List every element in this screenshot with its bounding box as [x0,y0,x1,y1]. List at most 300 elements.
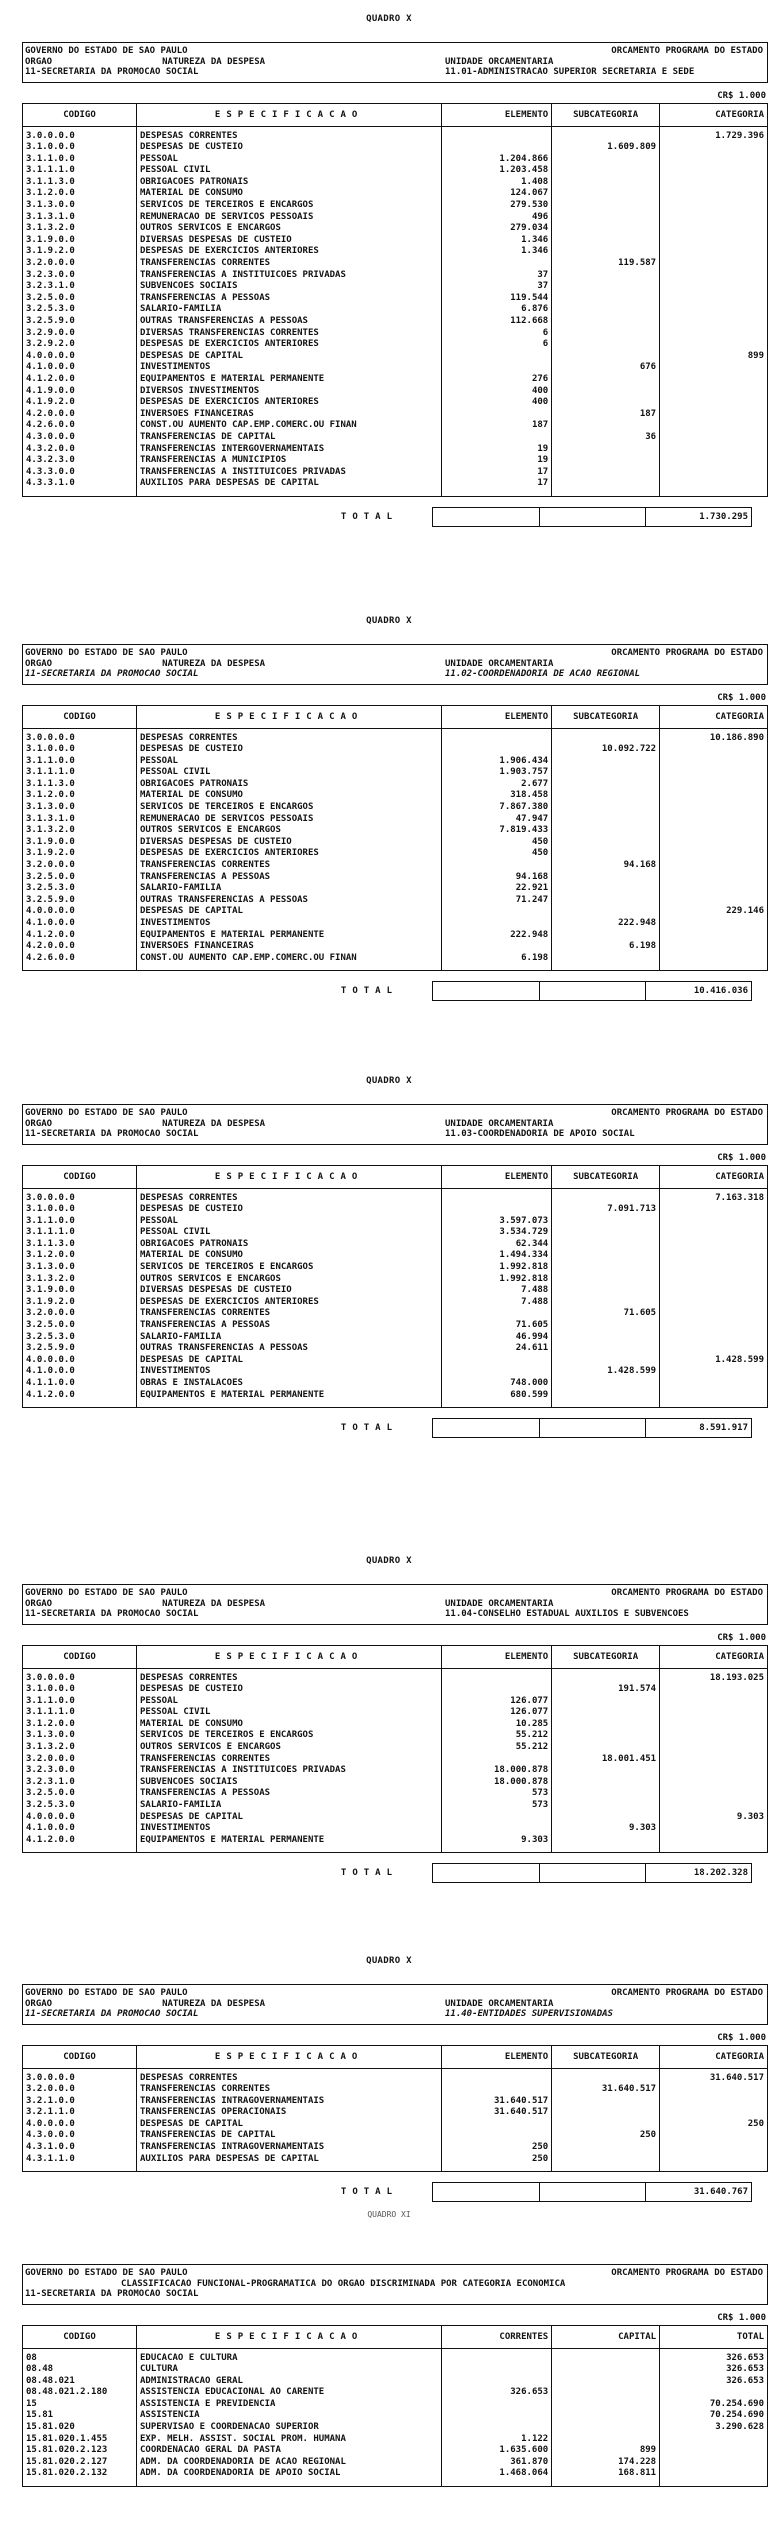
cell-col5: 7.163.318 [660,1188,768,1204]
cell-col5 [660,2387,768,2399]
cell-col5 [660,756,768,768]
table-row [23,767,768,779]
cell-col4 [552,2434,660,2446]
cell-especificacao: DESPESAS DE EXERCICIOS ANTERIORES [136,1297,441,1309]
cell-col3: 9.303 [442,1835,552,1853]
cell-especificacao: TRANSFERENCIAS CORRENTES [136,2084,441,2096]
cell-codigo: 4.3.2.0.0 [23,444,137,456]
table-row [23,941,768,953]
cell-especificacao: OUTROS SERVICOS E ENCARGOS [136,825,441,837]
cell-especificacao: OBRIGACOES PATRONAIS [136,177,441,189]
quadro-11-04 [0,1556,778,1883]
cell-col4 [552,374,660,386]
cell-especificacao: TRANSFERENCIAS A INSTITUICOES PRIVADAS [136,270,441,282]
expense-table [22,103,768,497]
cell-col4 [552,2068,660,2084]
cell-codigo: 3.1.9.2.0 [23,1297,137,1309]
cell-col3: 496 [442,212,552,224]
col-codigo: CODIGO [23,2045,137,2068]
cell-codigo: 3.2.0.0.0 [23,860,137,872]
total-label: TOTAL [340,1868,398,1879]
cell-especificacao: CULTURA [136,2364,441,2376]
cell-col3: 124.067 [442,188,552,200]
cell-col3 [442,1188,552,1204]
table-row [23,1696,768,1708]
cell-codigo: 3.1.9.2.0 [23,246,137,258]
cell-col5 [660,1308,768,1320]
cell-col4 [552,1800,660,1812]
table-row [23,930,768,942]
cell-col4 [552,316,660,328]
table-row [23,1378,768,1390]
cell-especificacao: TRANSFERENCIAS INTRAGOVERNAMENTAIS [136,2096,441,2108]
cell-col4 [552,1274,660,1286]
cell-col4 [552,953,660,971]
orgao-label: ORGAO [25,56,53,67]
cell-col3 [442,432,552,444]
table-row [23,281,768,293]
cell-especificacao: DESPESAS DE CAPITAL [136,906,441,918]
cell-col3 [442,941,552,953]
cell-col3 [442,1308,552,1320]
cell-especificacao: PESSOAL CIVIL [136,1707,441,1719]
cell-col3: 1.468.064 [442,2468,552,2486]
orgao-label: ORGAO [25,1118,53,1129]
cell-codigo: 4.1.0.0.0 [23,1366,137,1378]
table-row [23,420,768,432]
table-row [23,906,768,918]
cell-col5 [660,1823,768,1835]
cell-col4 [552,235,660,247]
cell-col4 [552,455,660,467]
cell-col5: 899 [660,351,768,363]
total-categoria: 18.202.328 [646,1863,752,1883]
table-row [23,1297,768,1309]
cell-especificacao: SALARIO-FAMILIA [136,1332,441,1344]
cell-col3 [442,1684,552,1696]
total-label: TOTAL [340,986,398,997]
cell-col5 [660,478,768,496]
unidade-value: 11.02-COORDENADORIA DE ACAO REGIONAL [445,669,641,679]
cell-col3: 62.344 [442,1239,552,1251]
cell-codigo: 4.1.9.0.0 [23,386,137,398]
cell-especificacao: DIVERSAS DESPESAS DE CUSTEIO [136,235,441,247]
col-capital: CAPITAL [552,2325,660,2348]
cell-especificacao: TRANSFERENCIAS A PESSOAS [136,1788,441,1800]
cell-col5 [660,212,768,224]
orgao-value: 11-SECRETARIA DA PROMOCAO SOCIAL [25,1609,199,1619]
table-row [23,142,768,154]
cell-col4 [552,420,660,432]
gov-label: GOVERNO DO ESTADO DE SAO PAULO [25,46,188,56]
cell-col5 [660,2096,768,2108]
cell-col5 [660,883,768,895]
quadro-11-03 [0,1076,778,1438]
table-row [23,2376,768,2388]
cell-especificacao: ADMINISTRACAO GERAL [136,2376,441,2388]
expense-table [22,2045,768,2173]
cell-col3: 400 [442,397,552,409]
cell-especificacao: PESSOAL [136,1216,441,1228]
total-elemento [432,507,540,527]
cell-col3: 1.346 [442,235,552,247]
cell-col3: 748.000 [442,1378,552,1390]
cell-col3: 1.204.866 [442,154,552,166]
cell-codigo: 4.2.6.0.0 [23,953,137,971]
cell-col3 [442,258,552,270]
currency-unit: CR$ 1.000 [717,2032,766,2043]
cell-col5 [660,1719,768,1731]
cell-codigo: 15.81 [23,2410,137,2422]
cell-col4 [552,328,660,340]
table-row [23,246,768,258]
cell-col3: 1.903.757 [442,767,552,779]
cell-col4 [552,467,660,479]
cell-col4 [552,154,660,166]
cell-col5 [660,767,768,779]
cell-col4 [552,281,660,293]
cell-col4 [552,1320,660,1332]
table-row [23,872,768,884]
cell-especificacao: SALARIO-FAMILIA [136,1800,441,1812]
unidade-label: UNIDADE ORCAMENTARIA [445,1118,554,1129]
cell-col4: 676 [552,362,660,374]
cell-especificacao: INVESTIMENTOS [136,362,441,374]
cell-codigo: 08.48 [23,2364,137,2376]
cell-codigo: 15.81.020 [23,2422,137,2434]
total-row [22,2182,768,2202]
cell-col3: 276 [442,374,552,386]
cell-col5 [660,2084,768,2096]
cell-col3 [442,351,552,363]
cell-especificacao: SERVICOS DE TERCEIROS E ENCARGOS [136,200,441,212]
expense-table [22,1165,768,1409]
cell-especificacao: EDUCACAO E CULTURA [136,2348,441,2364]
col-especificacao: ESPECIFICACAO [136,1165,441,1188]
cell-col3 [442,409,552,421]
cell-codigo: 3.1.1.3.0 [23,177,137,189]
cell-codigo: 3.1.9.0.0 [23,1285,137,1297]
cell-col3: 1.203.458 [442,165,552,177]
cell-col5 [660,316,768,328]
quadro-title: QUADRO X [366,1956,412,1966]
cell-codigo: 3.1.2.0.0 [23,1250,137,1262]
cell-col5: 1.428.599 [660,1355,768,1367]
table-row [23,1262,768,1274]
cell-col5 [660,235,768,247]
cell-col3: 55.212 [442,1730,552,1742]
table-row [23,779,768,791]
cell-col4 [552,2422,660,2434]
cell-especificacao: MATERIAL DE CONSUMO [136,790,441,802]
cell-col5 [660,432,768,444]
cell-col4: 119.587 [552,258,660,270]
cell-col5 [660,2468,768,2486]
table-row [23,2119,768,2131]
cell-col3 [442,2348,552,2364]
cell-codigo: 3.1.1.0.0 [23,154,137,166]
cell-col3: 1.992.818 [442,1262,552,1274]
cell-col3: 18.000.878 [442,1765,552,1777]
cell-codigo: 08.48.021.2.180 [23,2387,137,2399]
table-row [23,802,768,814]
table-row [23,1800,768,1812]
table-row [23,1823,768,1835]
cell-col5 [660,1765,768,1777]
cell-especificacao: MATERIAL DE CONSUMO [136,1719,441,1731]
total-elemento [432,981,540,1001]
cell-especificacao: AUXILIOS PARA DESPESAS DE CAPITAL [136,2154,441,2172]
col-total: TOTAL [660,2325,768,2348]
table-row [23,860,768,872]
table-row [23,837,768,849]
cell-col5 [660,790,768,802]
cell-especificacao: TRANSFERENCIAS CORRENTES [136,860,441,872]
cell-codigo: 4.1.0.0.0 [23,362,137,374]
col-subcategoria: SUBCATEGORIA [552,2045,660,2068]
cell-col5 [660,328,768,340]
cell-col3 [442,1355,552,1367]
table-row [23,2457,768,2469]
table-row [23,270,768,282]
orcamento-label: ORCAMENTO PROGRAMA DO ESTADO [611,1588,763,1598]
cell-col3: 7.488 [442,1297,552,1309]
cell-col3 [442,2422,552,2434]
col-codigo: CODIGO [23,2325,137,2348]
cell-col3: 24.611 [442,1343,552,1355]
table-row [23,126,768,142]
cell-especificacao: DIVERSAS TRANSFERENCIAS CORRENTES [136,328,441,340]
cell-codigo: 3.1.3.1.0 [23,814,137,826]
table-row [23,825,768,837]
table-row [23,165,768,177]
cell-especificacao: INVESTIMENTOS [136,918,441,930]
functional-program-table [22,2325,768,2488]
unidade-value: 11.01-ADMINISTRACAO SUPERIOR SECRETARIA E SEDE [445,67,695,77]
cell-col3: 1.122 [442,2434,552,2446]
cell-col3: 361.870 [442,2457,552,2469]
total-categoria: 31.640.767 [646,2182,752,2202]
cell-col5 [660,872,768,884]
cell-especificacao: REMUNERACAO DE SERVICOS PESSOAIS [136,814,441,826]
cell-codigo: 3.1.0.0.0 [23,142,137,154]
table-row [23,293,768,305]
header-box [22,644,768,685]
cell-col3 [442,1812,552,1824]
quadro-title: QUADRO X [366,14,412,24]
table-row [23,409,768,421]
cell-codigo: 4.0.0.0.0 [23,1812,137,1824]
cell-col4: 94.168 [552,860,660,872]
cell-col3: 573 [442,1800,552,1812]
cell-col5 [660,2457,768,2469]
cell-col4 [552,386,660,398]
cell-codigo: 3.2.5.9.0 [23,1343,137,1355]
cell-col4: 168.811 [552,2468,660,2486]
cell-col5 [660,895,768,907]
natureza-label: NATUREZA DA DESPESA [162,1598,266,1609]
cell-especificacao: DESPESAS CORRENTES [136,728,441,744]
cell-col4 [552,2387,660,2399]
cell-col5 [660,744,768,756]
total-subcategoria [540,981,646,1001]
table-row [23,1684,768,1696]
cell-col5 [660,1297,768,1309]
table-row [23,316,768,328]
cell-codigo: 15 [23,2399,137,2411]
table-row [23,814,768,826]
cell-col4 [552,293,660,305]
cell-codigo: 3.1.1.1.0 [23,1707,137,1719]
cell-codigo: 3.1.3.2.0 [23,825,137,837]
table-row [23,2096,768,2108]
cell-col5 [660,837,768,849]
cell-col5 [660,953,768,971]
cell-col4: 1.609.809 [552,142,660,154]
cell-col4 [552,397,660,409]
col-especificacao: ESPECIFICACAO [136,705,441,728]
quadro-xi [0,2264,778,2487]
total-subcategoria [540,1863,646,1883]
cell-col5 [660,1742,768,1754]
cell-col5 [660,825,768,837]
cell-col4 [552,1343,660,1355]
cell-col5 [660,1262,768,1274]
cell-col4 [552,1297,660,1309]
cell-col3 [442,1366,552,1378]
cell-col5: 326.653 [660,2348,768,2364]
table-row [23,2399,768,2411]
cell-col3: 400 [442,386,552,398]
cell-col5 [660,1332,768,1344]
total-categoria: 1.730.295 [646,507,752,527]
cell-col3 [442,2068,552,2084]
cell-especificacao: INVESTIMENTOS [136,1823,441,1835]
col-codigo: CODIGO [23,1165,137,1188]
col-categoria: CATEGORIA [660,2045,768,2068]
cell-col4 [552,1285,660,1297]
cell-col5 [660,1378,768,1390]
cell-codigo: 3.1.1.1.0 [23,165,137,177]
table-row [23,374,768,386]
cell-codigo: 4.1.0.0.0 [23,918,137,930]
cell-especificacao: DESPESAS DE CUSTEIO [136,1684,441,1696]
cell-codigo: 4.3.1.1.0 [23,2154,137,2172]
table-row [23,2154,768,2172]
cell-codigo: 3.1.3.0.0 [23,1262,137,1274]
cell-col5 [660,281,768,293]
cell-codigo: 3.1.1.0.0 [23,1696,137,1708]
orgao-value: 11-SECRETARIA DA PROMOCAO SOCIAL [25,1129,199,1139]
col-categoria: CATEGORIA [660,1645,768,1668]
cell-especificacao: OBRIGACOES PATRONAIS [136,1239,441,1251]
cell-col4 [552,1707,660,1719]
table-row [23,362,768,374]
cell-especificacao: DIVERSAS DESPESAS DE CUSTEIO [136,1285,441,1297]
cell-codigo: 3.2.5.3.0 [23,1332,137,1344]
table-row [23,2142,768,2154]
cell-especificacao: EQUIPAMENTOS E MATERIAL PERMANENTE [136,1835,441,1853]
cell-col3: 680.599 [442,1390,552,1408]
cell-col4 [552,1250,660,1262]
table-row [23,1730,768,1742]
col-correntes: CORRENTES [442,2325,552,2348]
cell-codigo: 3.2.5.0.0 [23,1788,137,1800]
cell-especificacao: INVESTIMENTOS [136,1366,441,1378]
table-row [23,1188,768,1204]
cell-codigo: 3.0.0.0.0 [23,1188,137,1204]
cell-col5 [660,444,768,456]
cell-col4: 10.092.722 [552,744,660,756]
cell-col4 [552,1742,660,1754]
cell-especificacao: DIVERSOS INVESTIMENTOS [136,386,441,398]
cell-col4: 899 [552,2445,660,2457]
cell-col5 [660,467,768,479]
cell-especificacao: OUTROS SERVICOS E ENCARGOS [136,1742,441,1754]
cell-col3: 17 [442,478,552,496]
cell-col4 [552,126,660,142]
cell-especificacao: OUTRAS TRANSFERENCIAS A PESSOAS [136,1343,441,1355]
cell-especificacao: SALARIO-FAMILIA [136,304,441,316]
total-subcategoria [540,1418,646,1438]
cell-especificacao: PESSOAL [136,154,441,166]
cell-especificacao: OBRAS E INSTALACOES [136,1378,441,1390]
cell-codigo: 3.1.1.0.0 [23,1216,137,1228]
cell-especificacao: DESPESAS DE CUSTEIO [136,142,441,154]
natureza-label: NATUREZA DA DESPESA [162,1998,266,2009]
cell-col4 [552,848,660,860]
cell-codigo: 3.2.5.0.0 [23,872,137,884]
unidade-label: UNIDADE ORCAMENTARIA [445,56,554,67]
col-codigo: CODIGO [23,103,137,126]
header-box [22,1984,768,2025]
total-subcategoria [540,507,646,527]
total-row [22,981,768,1001]
cell-codigo: 4.1.0.0.0 [23,1823,137,1835]
cell-especificacao: TRANSFERENCIAS A PESSOAS [136,872,441,884]
table-row [23,2068,768,2084]
cell-col5 [660,802,768,814]
next-quadro-title: QUADRO XI [367,2210,411,2220]
cell-col3: 119.544 [442,293,552,305]
cell-col5 [660,200,768,212]
cell-codigo: 3.2.5.3.0 [23,1800,137,1812]
cell-especificacao: AUXILIOS PARA DESPESAS DE CAPITAL [136,478,441,496]
cell-col3 [442,1823,552,1835]
cell-col4 [552,895,660,907]
cell-codigo: 3.1.1.3.0 [23,779,137,791]
cell-col4 [552,930,660,942]
cell-especificacao: TRANSFERENCIAS A PESSOAS [136,1320,441,1332]
cell-especificacao: TRANSFERENCIAS CORRENTES [136,1754,441,1766]
cell-especificacao: DESPESAS DE EXERCICIOS ANTERIORES [136,397,441,409]
cell-codigo: 4.1.9.2.0 [23,397,137,409]
cell-col3: 279.530 [442,200,552,212]
col-codigo: CODIGO [23,1645,137,1668]
cell-col4 [552,767,660,779]
cell-col3 [442,2410,552,2422]
cell-especificacao: OBRIGACOES PATRONAIS [136,779,441,791]
cell-col3: 3.597.073 [442,1216,552,1228]
table-row [23,883,768,895]
cell-especificacao: TRANSFERENCIAS INTERGOVERNAMENTAIS [136,444,441,456]
cell-col4 [552,790,660,802]
cell-col3: 187 [442,420,552,432]
col-especificacao: ESPECIFICACAO [136,1645,441,1668]
orcamento-label: ORCAMENTO PROGRAMA DO ESTADO [611,648,763,658]
cell-col5 [660,814,768,826]
cell-col3: 112.668 [442,316,552,328]
